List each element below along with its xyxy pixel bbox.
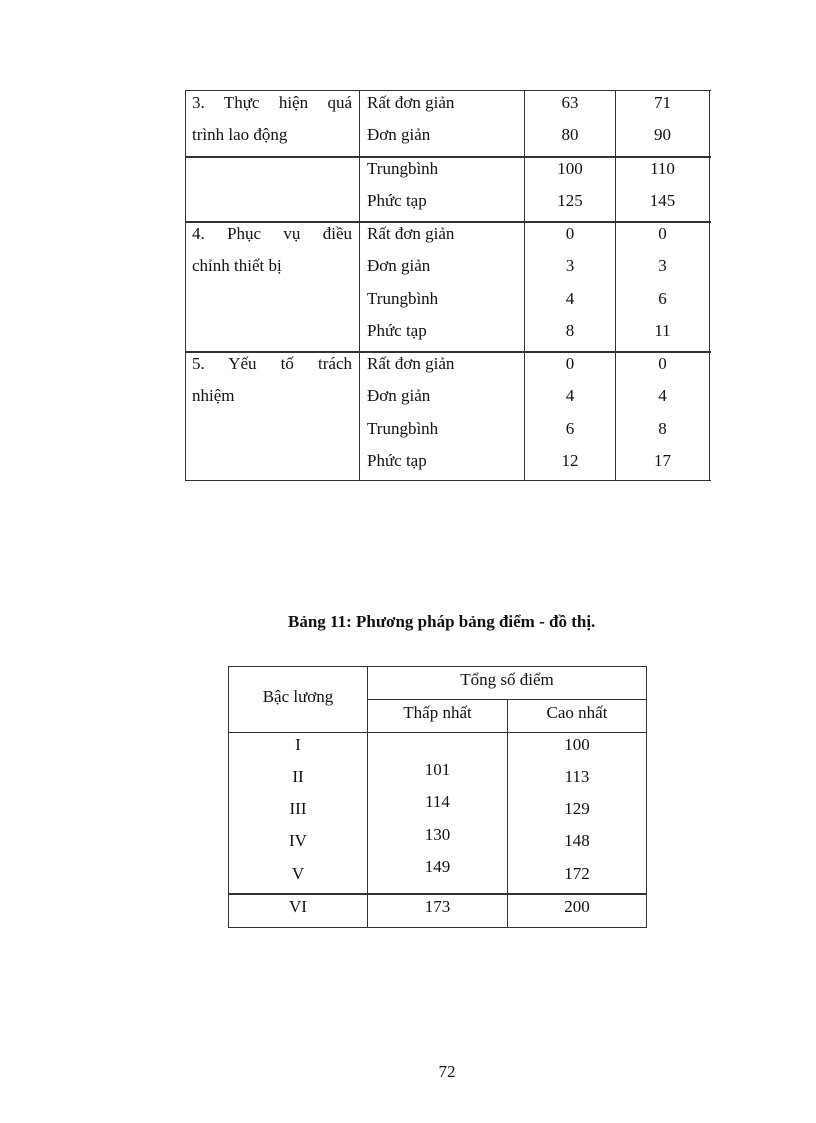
- table1-level: Trungbình: [367, 159, 439, 178]
- table2-min: 130: [424, 825, 451, 844]
- table1-criterion-label: 4. Phục vụ điều: [192, 224, 352, 243]
- table1-value-1: 8: [565, 320, 575, 340]
- table1-value-2: 8: [658, 418, 667, 438]
- table1-level: Đơn giản: [367, 386, 431, 406]
- table2-min: 173: [424, 897, 451, 916]
- table2-header-total: Tổng số điểm: [460, 670, 554, 689]
- page-number: 72: [438, 1062, 456, 1081]
- table1-value-2: 0: [658, 354, 667, 373]
- table2-header-min: Thấp nhất: [403, 703, 472, 722]
- table1-value-2: 0: [658, 224, 667, 243]
- table2-max: 100: [564, 735, 590, 754]
- table1-value-2: 145: [649, 191, 676, 211]
- table1-value-2: 71: [654, 93, 671, 112]
- table1-criterion-label: trình lao động: [192, 125, 288, 145]
- table1-value-1: 3: [565, 256, 575, 276]
- table2-title: Bảng 11: Phương pháp bảng điểm - đồ thị.: [288, 612, 596, 631]
- table1-value-2: 90: [654, 125, 671, 145]
- table1-value-1: 63: [561, 93, 579, 112]
- table1-level: Đơn giản: [367, 125, 431, 145]
- table2-grade: III: [289, 799, 307, 818]
- table2-grade: IV: [289, 831, 307, 850]
- table1-level: Phức tạp: [367, 191, 427, 211]
- table1-criterion-label: 3. Thực hiện quá: [192, 93, 352, 112]
- table1-value-1: 4: [565, 386, 575, 406]
- table1-value-2: 3: [658, 256, 667, 276]
- table1-value-2: 17: [654, 450, 671, 470]
- table1-value-2: 4: [658, 386, 667, 406]
- table2-header-max: Cao nhất: [546, 703, 608, 722]
- table1-value-2: 110: [650, 159, 675, 178]
- table2-grade: I: [295, 735, 301, 754]
- table1-criterion-label: nhiệm: [192, 386, 235, 406]
- table1-level: Đơn giản: [367, 256, 431, 276]
- table1-value-1: 125: [557, 191, 583, 211]
- table2-min: 101: [424, 760, 451, 779]
- table1-value-1: 0: [565, 354, 575, 373]
- table2-grade: VI: [289, 897, 307, 916]
- table1-level: Phức tạp: [367, 450, 427, 470]
- table1-value-2: 6: [658, 288, 667, 308]
- table2-min: 114: [425, 792, 450, 811]
- table1-value-1: 0: [565, 224, 575, 243]
- table2-max: 148: [564, 831, 590, 850]
- table1-level: Phức tạp: [367, 320, 427, 340]
- table1-criterion-label: chỉnh thiết bị: [192, 256, 282, 276]
- table2-max: 129: [564, 799, 590, 818]
- table2-min: 149: [424, 857, 451, 876]
- table1-level: Trungbình: [367, 288, 439, 308]
- table1-criterion-label: 5. Yếu tố trách: [192, 354, 352, 373]
- table1-value-2: 11: [654, 320, 671, 340]
- table1-value-1: 4: [565, 288, 575, 308]
- table1-value-1: 12: [561, 450, 579, 470]
- table2-max: 113: [564, 767, 590, 786]
- table2-max: 172: [564, 864, 590, 883]
- table1-level: Rất đơn giản: [367, 354, 455, 373]
- table1-level: Rất đơn giản: [367, 93, 455, 112]
- table1-value-1: 80: [561, 125, 579, 145]
- table1-value-1: 6: [565, 418, 575, 438]
- table1-level: Trungbình: [367, 418, 439, 438]
- table1-value-1: 100: [557, 159, 583, 178]
- table1-level: Rất đơn giản: [367, 224, 455, 243]
- table2-header-grade: Bậc lương: [262, 687, 334, 706]
- table2-max: 200: [564, 897, 590, 916]
- table2-grade: V: [291, 864, 305, 883]
- table2-grade: II: [292, 767, 304, 786]
